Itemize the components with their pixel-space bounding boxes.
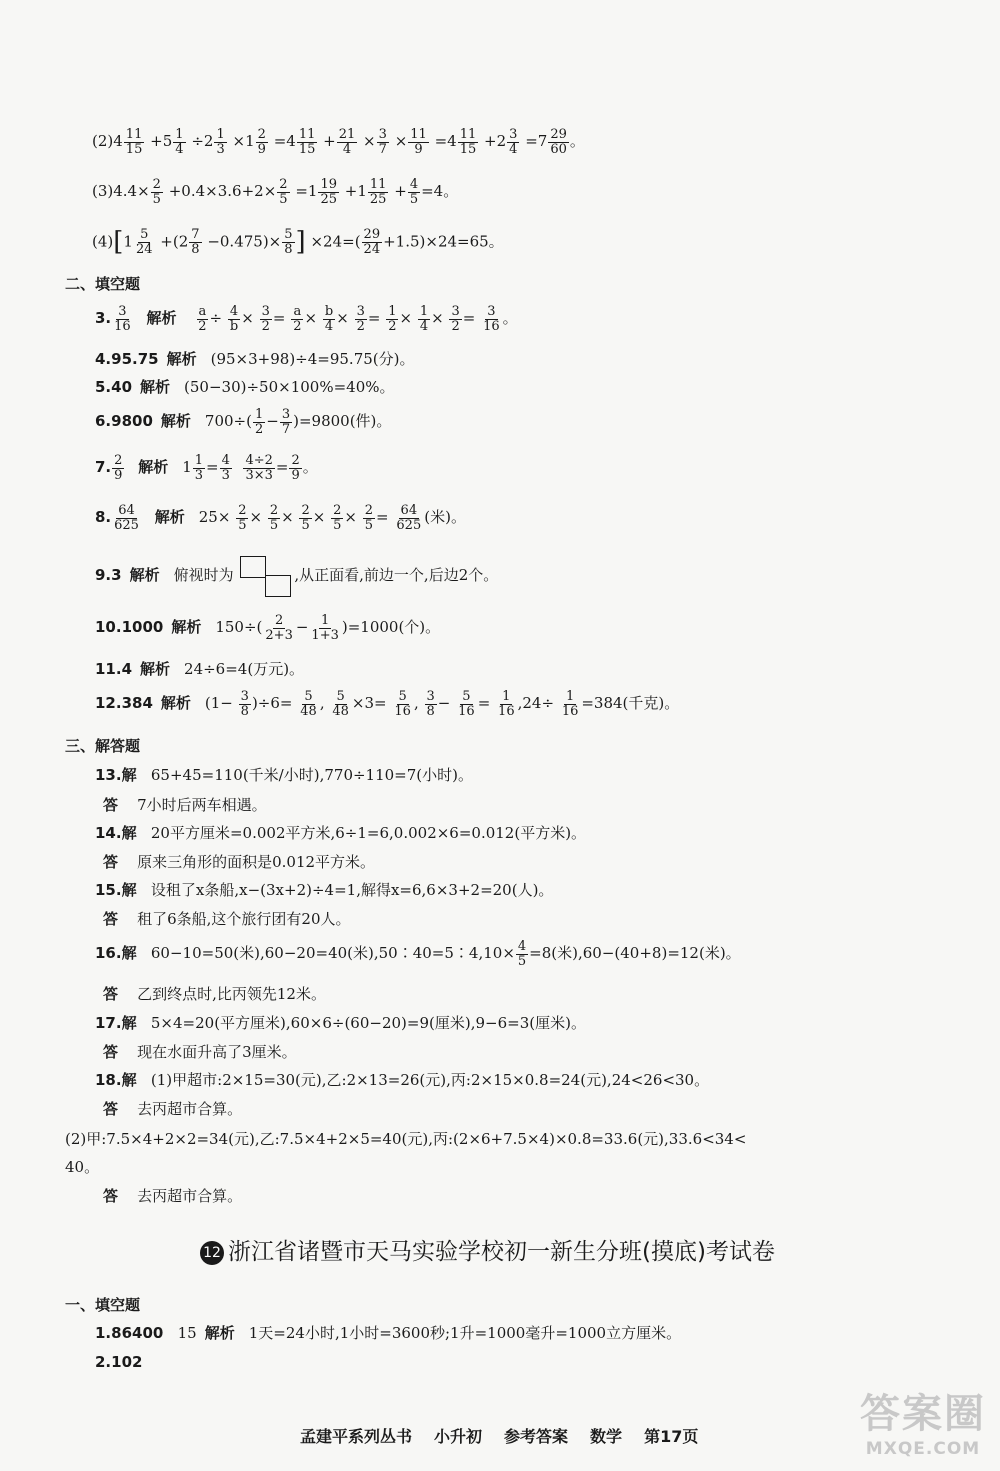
answer-14-conclusion: 答 原来三角形的面积是0.012平方米。 [103,853,376,871]
top-view-diagram [240,556,292,596]
answer-17-conclusion: 答 现在水面升高了3厘米。 [103,1043,297,1061]
answer-8: 8. $\frac{64}{625}$ 解析 25× $\frac{2}{5}$ × $\frac{2}{5}$ × $\frac{2}{5}$ × $\frac{2}{5}$ × $\frac{2}{5}$ = $\frac{64}{625}$ (米)。 [95,503,466,533]
section-heading-solve: 三、解答题 [65,737,141,755]
answer-18-part2-cont: 40。 [65,1158,100,1176]
answer-18-conclusion-2: 答 去丙超市合算。 [103,1187,243,1205]
answer-2: 2.102 [95,1353,143,1371]
solution-line-4: (4)[1 $\frac{5}{24}$ +(2 $\frac{7}{8}$ −0.475)× $\frac{5}{8}$ ] ×24=( $\frac{29}{24}$ +1.5)×24=65。 [92,227,504,258]
page-footer: 孟建平系列丛书 小升初 参考答案 数学 第17页 [300,1427,699,1446]
answer-5: 5.40 解析 (50−30)÷50×100%=40%。 [95,378,395,396]
solution-line-2: (2)4 $\frac{11}{15}$ +5 $\frac{1}{4}$ ÷2 $\frac{1}{3}$ ×1 $\frac{2}{9}$ =4 $\frac{11}{15}$ + $\frac{21}{4}$ × $\frac{3}{7}$ × $\frac{11}{9}$ =4 $\frac{11}{15}$ +2 $\frac{3}{4}$ =7 $\frac{29}{60}$ 。 [92,127,585,157]
answer-11: 11.4 解析 24÷6=4(万元)。 [95,660,305,678]
answer-3: 3. $\frac{3}{16}$ 解析 $\frac{a}{2}$ ÷ $\frac{4}{b}$ × $\frac{3}{2}$ = $\frac{a}{2}$ × $\frac{b}{4}$ × $\frac{3}{2}$ = $\frac{1}{2}$ × $\frac{1}{4}$ × $\frac{3}{2}$ = $\frac{3}{16}$ 。 [95,304,518,334]
answer-12: 12.384 解析 (1− $\frac{3}{8}$ )÷6= $\frac{5}{48}$ , $\frac{5}{48}$ ×3= $\frac{5}{16}$ , $\frac{3}{8}$ − $\frac{5}{16}$ = $\frac{1}{16}$ ,24÷ $\frac{1}{16}$ =384(千克)。 [95,689,680,719]
answer-17-solution: 17.解 5×4=20(平方厘米),60×6÷(60−20)=9(厘米),9−6=3(厘米)。 [95,1014,586,1032]
answer-7: 7. $\frac{2}{9}$ 解析 1 $\frac{1}{3}$ = $\frac{4}{3}$ $\frac{4\div 2}{3\times 3}$ = $\frac{2}{9}$ 。 [95,453,318,483]
exam-number-badge: 12 [200,1241,224,1265]
section-heading-fill-2: 一、填空题 [65,1296,141,1314]
answer-15-conclusion: 答 租了6条船,这个旅行团有20人。 [103,910,351,928]
answer-9: 9.3 解析 俯视时为 ,从正面看,前边一个,后边2个。 [95,556,498,596]
watermark-logo: 答案圈 MXQE.COM [860,1391,986,1459]
answer-18-part2: (2)甲:7.5×4+2×2=34(元),乙:7.5×4+2×5=40(元),丙:(2×6+7.5×4)×0.8=33.6(元),33.6<34< [65,1130,747,1148]
answer-4: 4.95.75 解析 (95×3+98)÷4=95.75(分)。 [95,350,415,368]
section-heading-fill: 二、填空题 [65,275,141,293]
answer-1: 1.86400 15 解析 1天=24小时,1小时=3600秒;1升=1000毫升=1000立方厘米。 [95,1324,682,1342]
answer-13-conclusion: 答 7小时后两车相遇。 [103,796,267,814]
answer-18-solution: 18.解 (1)甲超市:2×15=30(元),乙:2×13=26(元),丙:2×15×0.8=24(元),24<26<30。 [95,1071,710,1089]
solution-line-3: (3)4.4× $\frac{2}{5}$ +0.4×3.6+2× $\frac{2}{5}$ =1 $\frac{19}{25}$ +1 $\frac{11}{25}$ + $\frac{4}{5}$ =4。 [92,177,459,207]
answer-13-solution: 13.解 65+45=110(千米/小时),770÷110=7(小时)。 [95,766,474,784]
answer-15-solution: 15.解 设租了x条船,x−(3x+2)÷4=1,解得x=6,6×3+2=20(人)。 [95,881,554,899]
answer-14-solution: 14.解 20平方厘米=0.002平方米,6÷1=6,0.002×6=0.012(平方米)。 [95,824,587,842]
answer-16-solution: 16.解 60−10=50(米),60−20=40(米),50∶40=5∶4,10× $\frac{4}{5}$ =8(米),60−(40+8)=12(米)。 [95,939,741,969]
answer-18-conclusion: 答 去丙超市合算。 [103,1100,243,1118]
answer-6: 6.9800 解析 700÷( $\frac{1}{2}$ − $\frac{3}{7}$ )=9800(件)。 [95,407,392,437]
exam-title: 12 浙江省诸暨市天马实验学校初一新生分班(摸底)考试卷 [200,1233,775,1266]
answer-10: 10.1000 解析 150÷( $\frac{2}{2+3}$ − $\frac{1}{1+3}$ )=1000(个)。 [95,613,441,643]
answer-16-conclusion: 答 乙到终点时,比丙领先12米。 [103,985,326,1003]
